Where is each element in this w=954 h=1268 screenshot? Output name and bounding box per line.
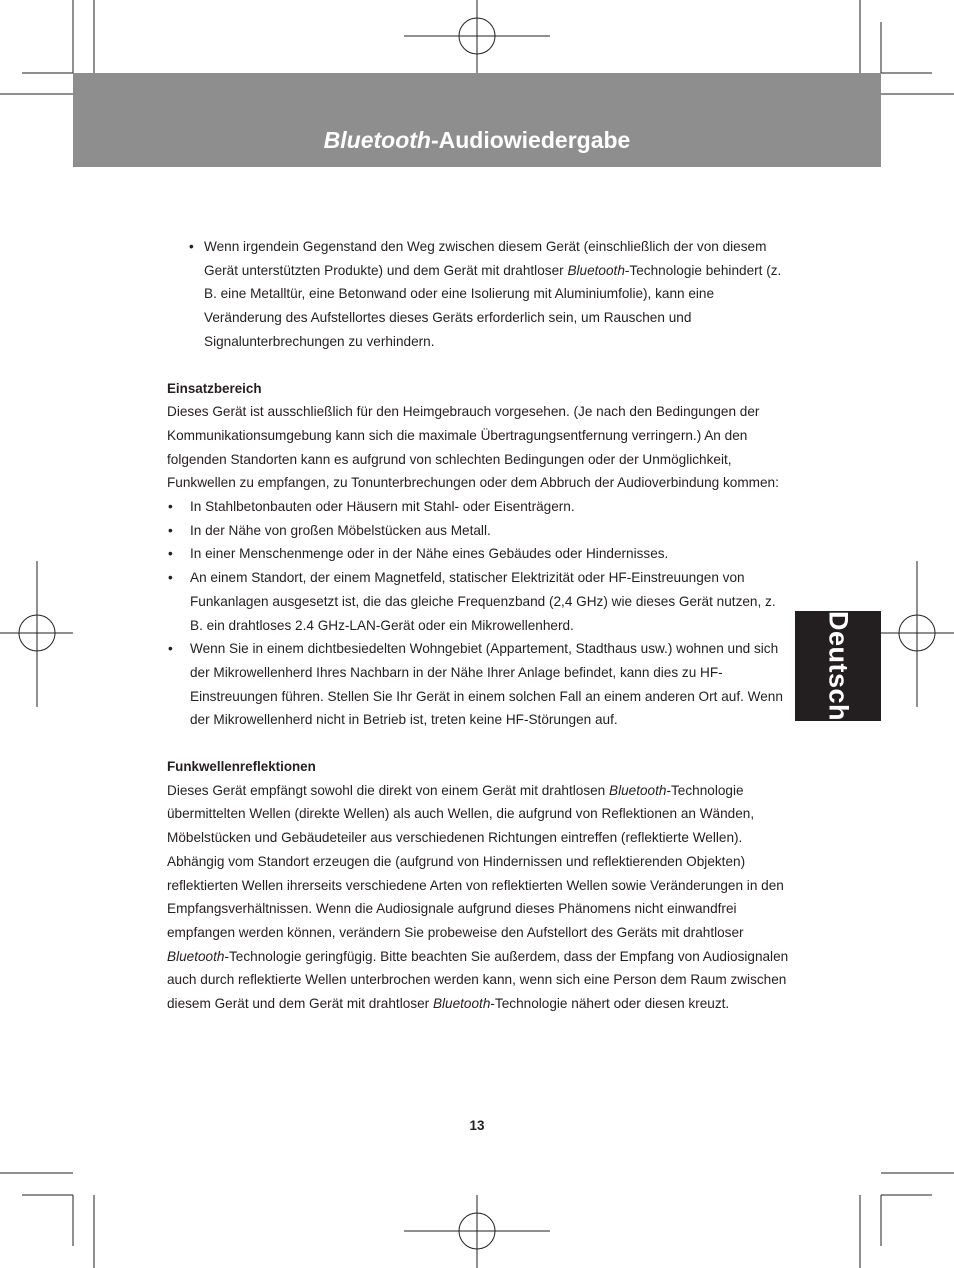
- section-heading: Einsatzbereich: [167, 380, 262, 396]
- registration-target-right: [881, 561, 954, 707]
- section-heading: Funkwellenreflektionen: [167, 759, 316, 775]
- list-item: • Wenn Sie in einem dichtbesiedelten Wohngebiet (Appartement, Stadthaus usw.) wohnen und sich der Mikrowellenherd Ihres Nachbarn in der Nähe Ihrer Anlage befindet, kann dies zu HF-Einstreuungen führen. Stellen Sie Ihr Gerät in einem solchen Fall an einem anderen Ort auf. Wenn der Mikrowellenherd nicht in Betrieb ist, treten keine HF-Störungen auf.: [167, 637, 792, 732]
- bullet: •: [168, 570, 173, 586]
- list-item: • In Stahlbetonbauten oder Häusern mit Stahl- oder Eisenträgern.: [167, 495, 792, 519]
- bullet: •: [168, 641, 173, 657]
- bullet: •: [189, 239, 194, 254]
- page-title-italic: Bluetooth: [323, 127, 431, 153]
- page-number: 13: [469, 1118, 485, 1133]
- usage-list: [167, 495, 792, 732]
- list-item: • In der Nähe von großen Möbelstücken aus Metall.: [167, 519, 792, 543]
- page-title-rest: -Audiowiedergabe: [430, 127, 631, 153]
- intro-list: [167, 235, 792, 354]
- registration-target-bottom: [404, 1195, 550, 1268]
- language-tab-label: Deutsch: [823, 610, 854, 722]
- section-usage: [167, 377, 792, 733]
- paragraph: Dieses Gerät empfängt sowohl die direkt von einem Gerät mit drahtlosen Bluetooth-Technologie übermittelten Wellen (direkte Wellen) als auch Wellen, die aufgrund von Reflektionen an Wänden, Möbelstücken und Gebäudeteiler aus verschiedenen Richtungen eintreffen (reflektierte Wellen). Abhängig vom Standort erzeugen die (aufgrund von Hindernissen und reflektierenden Objekten) reflektierten Wellen ihrerseits verschiedene Arten von reflektierten Wellen sowie Veränderungen in den Empfangsverhältnissen. Wenn die Audiosignale aufgrund dieses Phänomens nicht einwandfrei empfangen werden können, verändern Sie probeweise den Aufstellort des Geräts mit drahtloser Bluetooth-Technologie geringfügig. Bitte beachten Sie außerdem, dass der Empfang von Audiosignalen auch durch reflektierte Wellen unterbrochen werden kann, wenn sich eine Person dem Raum zwischen diesem Gerät und dem Gerät mit drahtloser Bluetooth-Technologie nähert oder diesen kreuzt.: [167, 782, 789, 1012]
- bullet: •: [168, 546, 173, 562]
- bullet: •: [168, 499, 173, 515]
- registration-target-left: [0, 561, 73, 707]
- page-title: [73, 125, 881, 155]
- paragraph: Dieses Gerät ist ausschließlich für den Heimgebrauch vorgesehen. (Je nach den Bedingungen der Kommunikationsumgebung kann sich die maximale Übertragungsentfernung verringern.) An den folgenden Standorten kann es aufgrund von schlechten Bedingungen oder der Unmöglichkeit, Funkwellen zu empfangen, zu Tonunterbrechungen oder dem Abbruch der Audioverbindung kommen:: [167, 404, 779, 491]
- main-content: [167, 235, 792, 1016]
- header-bar: [73, 73, 881, 167]
- registration-target-top: [404, 0, 550, 73]
- section-reflections: [167, 755, 792, 1016]
- bullet: •: [168, 522, 173, 538]
- language-tab: [795, 611, 881, 721]
- list-item: • Wenn irgendein Gegenstand den Weg zwischen diesem Gerät (einschließlich der von diesem Gerät unterstützten Produkte) und dem Gerät mit drahtloser Bluetooth-Technologie behindert (z. B. eine Metalltür, eine Betonwand oder eine Isolierung mit Aluminiumfolie), kann eine Veränderung des Aufstellortes dieses Geräts erforderlich sein, um Rauschen und Signalunterbrechungen zu verhindern.: [167, 235, 792, 354]
- list-item: • In einer Menschenmenge oder in der Nähe eines Gebäudes oder Hindernisses.: [167, 542, 792, 566]
- list-item: • An einem Standort, der einem Magnetfeld, statischer Elektrizität oder HF-Einstreuungen von Funkanlagen ausgesetzt ist, die das gleiche Frequenzband (2,4 GHz) wie dieses Gerät nutzen, z. B. ein drahtloses 2.4 GHz-LAN-Gerät oder ein Mikrowellenherd.: [167, 566, 792, 637]
